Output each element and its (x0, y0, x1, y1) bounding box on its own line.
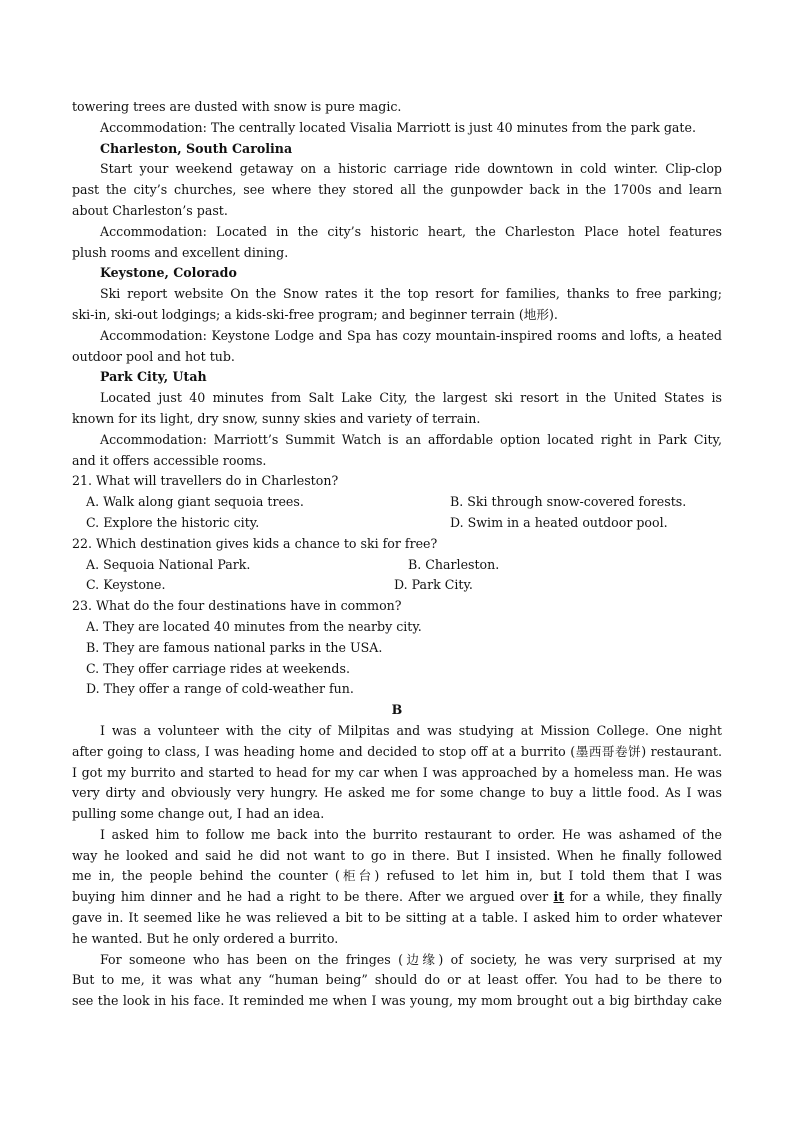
intro-accommodation: Accommodation: The centrally located Visalia Marriott is just 40 minutes from the park gate. (100, 119, 696, 135)
question-22-option-d: D. Park City. (394, 577, 473, 593)
passage-b-line: he wanted. But he only ordered a burrito. (72, 930, 339, 946)
parkcity-accommodation-line: and it offers accessible rooms. (72, 452, 267, 468)
keystone-heading: Keystone, Colorado (100, 265, 237, 281)
charleston-text-line: Start your weekend getaway on a historic carriage ride downtown in cold winter. Clip-clop (100, 161, 722, 177)
question-22-option-b: B. Charleston. (408, 556, 500, 572)
passage-b-line: I was a volunteer with the city of Milpitas and was studying at Mission College. One night (100, 722, 722, 738)
passage-b-line: way he looked and said he did not want to go in there. But I insisted. When he finally followed (72, 847, 722, 863)
passage-b-line: pulling some change out, I had an idea. (72, 806, 325, 822)
keystone-accommodation-line: outdoor pool and hot tub. (72, 348, 235, 364)
question-22-options-row (72, 575, 722, 596)
passage-b-text: for a while, they finally (564, 889, 722, 905)
question-21-option-b: B. Ski through snow-covered forests. (450, 494, 687, 510)
question-23-option-b: B. They are famous national parks in the USA. (86, 639, 383, 655)
parkcity-text-line: Located just 40 minutes from Salt Lake City, the largest ski resort in the United States is (100, 390, 722, 406)
parkcity-text-line: known for its light, dry snow, sunny skies and variety of terrain. (72, 410, 481, 426)
parkcity-heading: Park City, Utah (100, 369, 207, 385)
charleston-accommodation-line: Accommodation: Located in the city’s historic heart, the Charleston Place hotel features (100, 223, 722, 239)
question-21-options-row (72, 513, 722, 534)
passage-b-line: But to me, it was what any “human being” should do or at least offer. You had to be there to (72, 972, 722, 988)
passage-b-line: I got my burrito and started to head for my car when I was approached by a homeless man. He was (72, 764, 722, 780)
question-22-options-row (72, 555, 722, 576)
passage-b-line-with-underlined-it (72, 887, 722, 908)
question-23-option-a: A. They are located 40 minutes from the nearby city. (86, 618, 422, 634)
question-21-stem: 21. What will travellers do in Charleston? (72, 473, 339, 489)
charleston-accommodation-line: plush rooms and excellent dining. (72, 244, 289, 260)
document-page (72, 97, 722, 1012)
passage-b-line: very dirty and obviously very hungry. He asked me for some change to buy a little food. As I was (72, 785, 722, 801)
keystone-text-line: ski-in, ski-out lodgings; a kids-ski-free program; and beginner terrain (地形). (72, 306, 558, 322)
passage-b-text: buying him dinner and he had a right to be there. After we argued over (72, 889, 554, 905)
passage-b-line: I asked him to follow me back into the burrito restaurant to order. He was ashamed of the (100, 826, 722, 842)
question-21-option-d: D. Swim in a heated outdoor pool. (450, 514, 668, 530)
parkcity-accommodation-line: Accommodation: Marriott’s Summit Watch is an affordable option located right in Park City, (100, 431, 722, 447)
charleston-heading: Charleston, South Carolina (100, 140, 293, 156)
question-22-stem: 22. Which destination gives kids a chance to ski for free? (72, 535, 438, 551)
passage-b-line: see the look in his face. It reminded me when I was young, my mom brought out a big birthday cake (72, 993, 722, 1009)
charleston-text-line: about Charleston’s past. (72, 202, 228, 218)
passage-b-line: gave in. It seemed like he was relieved a bit to be sitting at a table. I asked him to order whatever (72, 910, 722, 926)
question-23-option-d: D. They offer a range of cold-weather fun. (86, 681, 354, 697)
passage-b-line: after going to class, I was heading home and decided to stop off at a burrito (墨西哥卷饼) restaurant. (72, 743, 722, 759)
underlined-word-it: it (553, 889, 565, 905)
passage-b-line: For someone who has been on the fringes (边缘) of society, he was very surprised at my (100, 951, 722, 967)
keystone-text-line: Ski report website On the Snow rates it the top resort for families, thanks to free parking; (100, 286, 722, 302)
question-23-stem: 23. What do the four destinations have in common? (72, 598, 402, 614)
question-21-option-a: A. Walk along giant sequoia trees. (86, 494, 304, 510)
question-23-option-c: C. They offer carriage rides at weekends. (86, 660, 350, 676)
question-21-option-c: C. Explore the historic city. (86, 514, 260, 530)
question-21-options-row (72, 492, 722, 513)
passage-b-line: me in, the people behind the counter (柜台) refused to let him in, but I told them that I was (72, 868, 722, 884)
question-22-option-c: C. Keystone. (86, 577, 166, 593)
passage-b-label: B (391, 702, 403, 718)
question-22-option-a: A. Sequoia National Park. (86, 556, 251, 572)
keystone-accommodation-line: Accommodation: Keystone Lodge and Spa has cozy mountain-inspired rooms and lofts, a heated (100, 327, 722, 343)
charleston-text-line: past the city’s churches, see where they stored all the gunpowder back in the 1700s and learn (72, 182, 722, 198)
intro-line: towering trees are dusted with snow is pure magic. (72, 99, 402, 114)
